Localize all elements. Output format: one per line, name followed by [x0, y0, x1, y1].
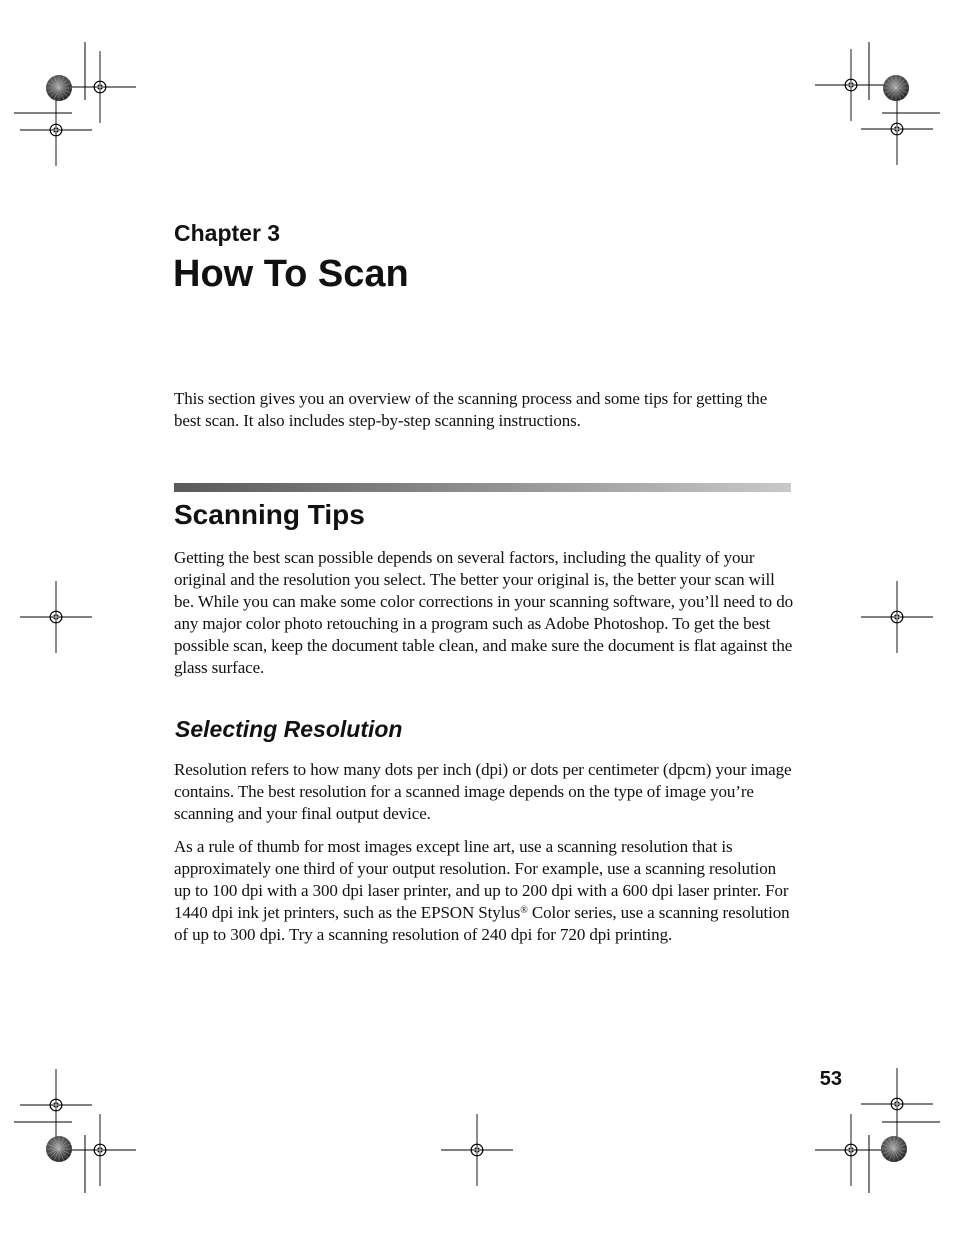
subsection-title-selecting-resolution: Selecting Resolution — [175, 716, 403, 742]
page-number: 53 — [819, 1068, 842, 1090]
resolution-paragraph-2-end: Color series, use a scanning resolution of up to 300 dpi. Try a scanning resolution of 240 dpi for 720 dpi printing. — [174, 903, 790, 944]
intro-paragraph: This section gives you an overview of the scanning process and some tips for getting the best scan. It also includes step-by-step scanning instructions. — [174, 389, 768, 430]
resolution-paragraph-1: Resolution refers to how many dots per inch (dpi) or dots per centimeter (dpcm) your image contains. The best resolution for a scanned image depends on the type of image you’re scanning and your final output device. — [174, 760, 792, 823]
resolution-paragraph-2-start: As a rule of thumb for most images except line art, use a scanning resolution that is approximately one third of your output resolution. For example, use a scanning resolution up to 100 dpi with a 300 dpi laser printer, and up to 200 dpi with a 600 dpi laser printer. For 1440 dpi ink jet printers, such as the EPSON Stylus — [174, 837, 789, 922]
section-divider-bar — [174, 483, 791, 492]
registered-trademark-mark: ® — [520, 905, 528, 916]
resolution-paragraph-2 — [174, 836, 794, 946]
chapter-title: How To Scan — [173, 253, 409, 295]
chapter-label: Chapter 3 — [174, 220, 281, 246]
scanning-tips-paragraph: Getting the best scan possible depends on several factors, including the quality of your original and the resolution you select. The better your original is, the better your scan will be. While you can make some color corrections in your scanning software, you’ll need to do any major color photo retouching in a program such as Adobe Photoshop. To get the best possible scan, keep the document table clean, and make sure the document is flat against the glass surface. — [174, 548, 794, 677]
section-title-scanning-tips: Scanning Tips — [174, 499, 365, 530]
